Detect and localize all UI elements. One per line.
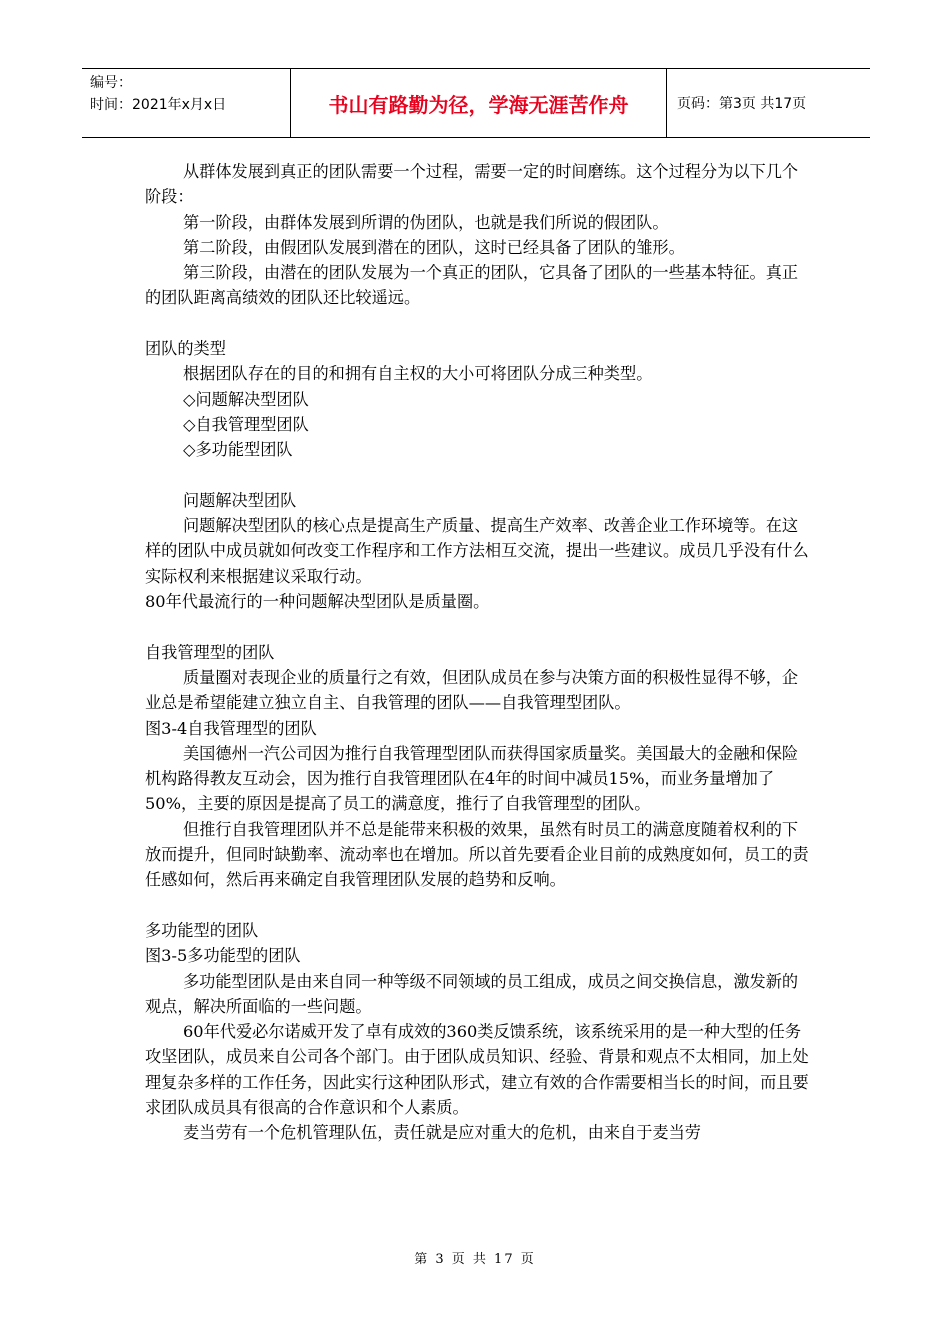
paragraph: 多功能型的团队 [145, 920, 259, 940]
paragraph: 但推行自我管理团队并不总是能带来积极的效果，虽然有时员工的满意度随着权利的下放而提升，但同时缺勤率、流动率也在增加。所以首先要看企业目前的成熟度如何，员工的责任感如何，然后再来确定自我管理团队发展的趋势和反响。 [145, 819, 809, 890]
paragraph: ◇多功能型团队 [183, 440, 293, 460]
paragraph: 麦当劳有一个危机管理队伍，责任就是应对重大的危机，由来自于麦当劳 [183, 1123, 701, 1143]
page-footer: 第 3 页 共 17 页 [414, 1252, 536, 1267]
blank-line [145, 614, 809, 639]
header-motto: 书山有路勤为径，学海无涯苦作舟 [291, 69, 667, 137]
paragraph: 图3-4自我管理型的团队 [145, 718, 317, 738]
header-page-info: 页码：第3页 共17页 [677, 96, 807, 112]
paragraph: 60年代爱必尔诺威开发了卓有成效的360类反馈系统，该系统采用的是一种大型的任务攻坚团队，成员来自公司各个部门。由于团队成员知识、经验、背景和观点不太相同，加上处理复杂多样的工作任务，因此实行这种团队形式，建立有效的合作需要相当长的时间，而且要求团队成员具有很高的合作意识和个人素质。 [145, 1022, 809, 1117]
page-header [82, 68, 870, 138]
paragraph: 图3-5多功能型的团队 [145, 946, 301, 966]
paragraph: 问题解决型团队的核心点是提高生产质量、提高生产效率、改善企业工作环境等。在这样的团队中成员就如何改变工作程序和工作方法相互交流，提出一些建议。成员几乎没有什么实际权利来根据建议采取行动。 [145, 516, 809, 586]
blank-line [145, 463, 809, 488]
document-body [145, 159, 809, 1146]
blank-line [145, 893, 809, 918]
paragraph: 多功能型团队是由来自同一种等级不同领域的员工组成，成员之间交换信息，激发新的观点，解决所面临的一些问题。 [145, 971, 799, 1016]
paragraph: 从群体发展到真正的团队需要一个过程，需要一定的时间磨练。这个过程分为以下几个阶段： [145, 162, 799, 207]
paragraph: 80年代最流行的一种问题解决型团队是质量圈。 [145, 592, 490, 612]
paragraph: 根据团队存在的目的和拥有自主权的大小可将团队分成三种类型。 [183, 364, 653, 384]
paragraph: 美国德州一汽公司因为推行自我管理型团队而获得国家质量奖。美国最大的金融和保险机构路得教友互动会，因为推行自我管理团队在4年的时间中减员15%，而业务量增加了50%，主要的原因是提高了员工的满意度，推行了自我管理型的团队。 [145, 743, 799, 814]
paragraph: 第一阶段，由群体发展到所谓的伪团队，也就是我们所说的假团队。 [183, 212, 669, 232]
paragraph: 问题解决型团队 [183, 490, 297, 510]
paragraph: ◇问题解决型团队 [183, 389, 309, 409]
time-label: 时间：2021年x月x日 [90, 97, 227, 113]
paragraph: ◇自我管理型团队 [183, 414, 309, 434]
code-label: 编号： [90, 75, 132, 91]
paragraph: 第三阶段，由潜在的团队发展为一个真正的团队，它具备了团队的一些基本特征。真正的团队距离高绩效的团队还比较遥远。 [145, 263, 799, 308]
header-meta [82, 69, 291, 137]
paragraph: 质量圈对表现企业的质量行之有效，但团队成员在参与决策方面的积极性显得不够，企业总是希望能建立独立自主、自我管理的团队——自我管理型团队。 [145, 667, 799, 713]
blank-line [145, 311, 809, 336]
paragraph: 自我管理型的团队 [145, 642, 275, 662]
paragraph: 团队的类型 [145, 339, 226, 359]
paragraph: 第二阶段，由假团队发展到潜在的团队，这时已经具备了团队的雏形。 [183, 237, 685, 257]
